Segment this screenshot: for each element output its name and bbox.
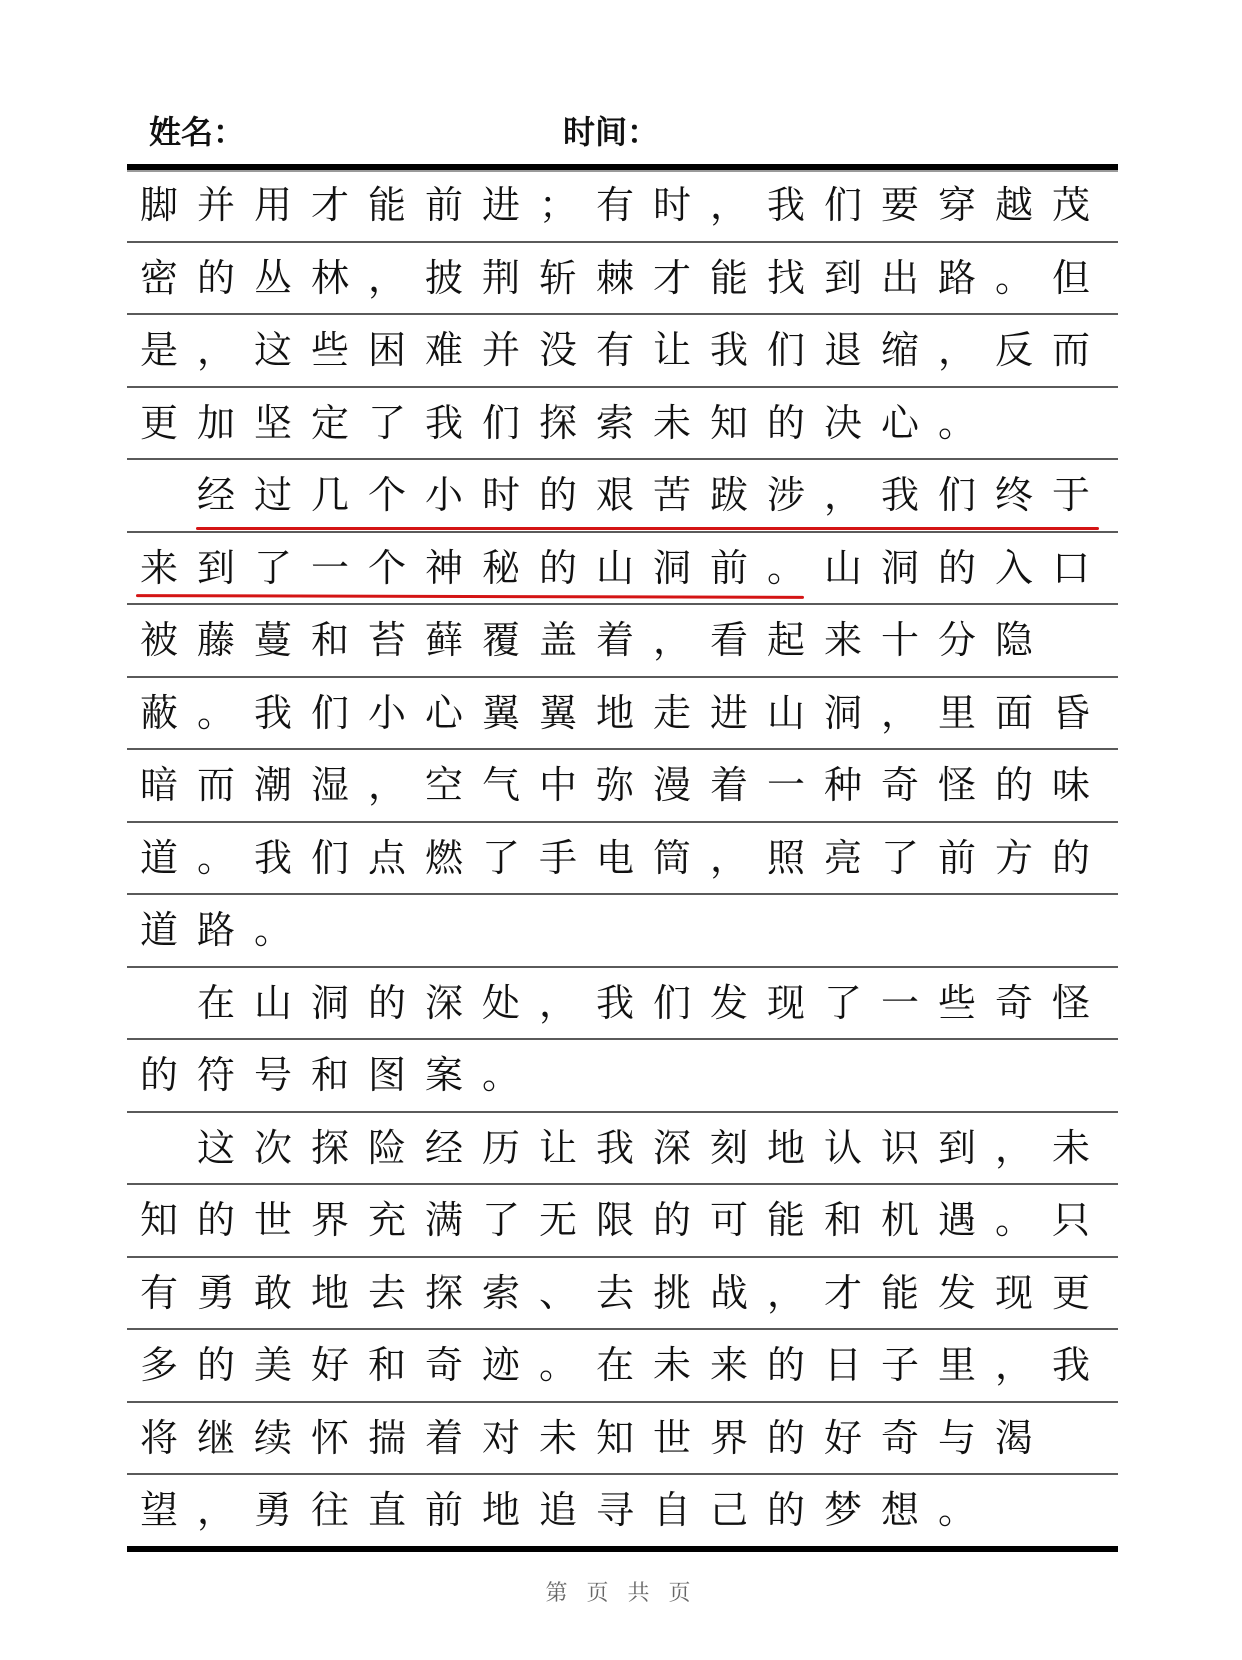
text-line-10: 道。我们点燃了手电筒，照亮了前方的 xyxy=(140,835,1110,880)
text-line-5: 经过几个小时的艰苦跋涉，我们终于 xyxy=(140,473,1110,517)
ruled-line xyxy=(127,1113,1118,1186)
ruled-line xyxy=(127,460,1118,533)
text-line-1: 脚并用才能前进；有时，我们要穿越茂 xyxy=(140,183,1110,227)
ruled-line xyxy=(127,1040,1118,1113)
ruled-line xyxy=(127,823,1118,896)
text-line-18: 将继续怀揣着对未知世界的好奇与渴 xyxy=(140,1415,1053,1460)
time-label: 时间： xyxy=(563,113,660,151)
ruled-line xyxy=(127,1403,1118,1476)
ruled-line xyxy=(127,1185,1118,1258)
ruled-line xyxy=(127,750,1118,823)
text-line-17: 多的美好和奇迹。在未来的日子里，我 xyxy=(140,1343,1110,1387)
ruled-line xyxy=(127,1330,1118,1403)
ruled-line xyxy=(127,170,1118,243)
text-line-15: 知的世界充满了无限的可能和机遇。只 xyxy=(140,1198,1110,1242)
ruled-line xyxy=(127,533,1118,606)
text-line-6: 来到了一个神秘的山洞前。山洞的入口 xyxy=(140,545,1110,590)
lined-writing-sheet xyxy=(127,170,1118,1552)
text-line-2: 密的丛林，披荆斩棘才能找到出路。但 xyxy=(140,255,1110,300)
ruled-line xyxy=(127,968,1118,1041)
text-line-8: 蔽。我们小心翼翼地走进山洞，里面昏 xyxy=(140,690,1110,735)
text-line-12: 在山洞的深处，我们发现了一些奇怪 xyxy=(140,980,1110,1025)
ruled-line xyxy=(127,388,1118,461)
ruled-line xyxy=(127,678,1118,751)
text-line-3: 是，这些困难并没有让我们退缩，反而 xyxy=(140,328,1110,372)
text-line-13: 的符号和图案。 xyxy=(140,1053,540,1097)
ruled-line-bottom-thick xyxy=(127,1475,1118,1552)
red-underline-annotation xyxy=(196,527,1099,530)
ruled-line xyxy=(127,315,1118,388)
text-line-16: 有勇敢地去探索、去挑战，才能发现更 xyxy=(140,1270,1110,1315)
text-line-7: 被藤蔓和苔藓覆盖着，看起来十分隐 xyxy=(140,618,1053,662)
ruled-line xyxy=(127,1258,1118,1331)
ruled-line xyxy=(127,243,1118,316)
ruled-line xyxy=(127,605,1118,678)
name-label: 姓名： xyxy=(149,113,246,151)
page-number-footer: 第 页 共 页 xyxy=(545,1581,697,1606)
ruled-line xyxy=(127,895,1118,968)
text-line-11: 道路。 xyxy=(140,908,312,952)
text-line-9: 暗而潮湿，空气中弥漫着一种奇怪的味 xyxy=(140,763,1110,807)
text-line-14: 这次探险经历让我深刻地认识到，未 xyxy=(140,1125,1110,1170)
text-line-4: 更加坚定了我们探索未知的决心。 xyxy=(140,400,996,445)
text-line-19: 望，勇往直前地追寻自己的梦想。 xyxy=(140,1488,996,1532)
